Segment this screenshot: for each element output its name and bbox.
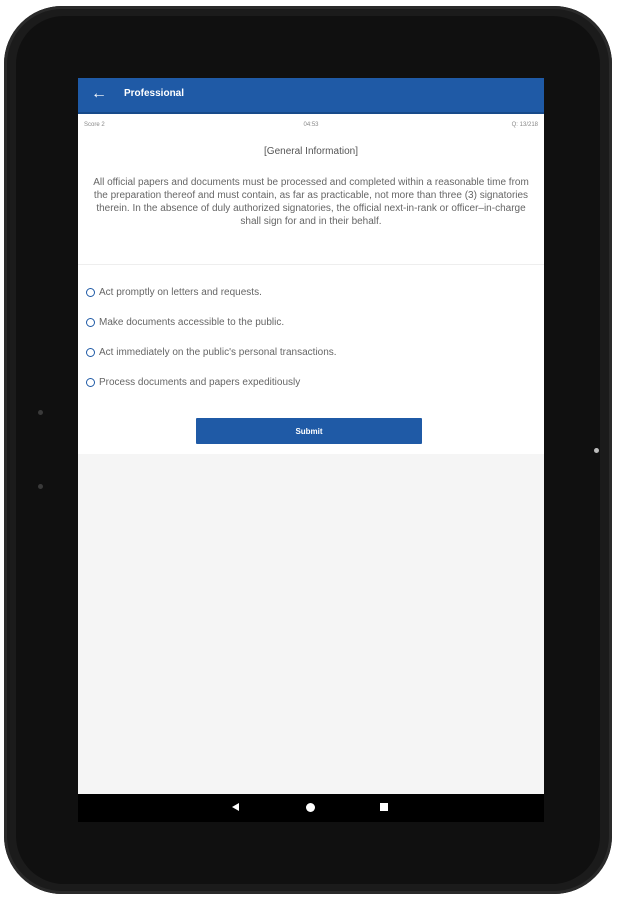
radio-unchecked-icon[interactable] xyxy=(86,288,95,297)
nav-recents-icon[interactable] xyxy=(380,803,388,811)
timer-label: 04:53 xyxy=(303,122,319,128)
nav-home-icon[interactable] xyxy=(306,803,315,812)
radio-unchecked-icon[interactable] xyxy=(86,348,95,357)
back-arrow-icon[interactable]: ← xyxy=(91,85,107,102)
camera-icon xyxy=(594,448,599,453)
divider xyxy=(78,264,544,265)
app-screen xyxy=(78,78,544,822)
sensor-dot xyxy=(38,410,43,415)
score-label: Score 2 xyxy=(84,122,105,128)
answer-option[interactable] xyxy=(86,314,284,330)
question-text: All official papers and documents must be processed and completed within a reasonable time from the preparation thereof and must contain, as far as practicable, not more than three (3) signatories therein. In the absence of duly authorized signatories, the official next-in-rank or officer–in-charge shall sign for and in their behalf. xyxy=(93,177,529,227)
radio-unchecked-icon[interactable] xyxy=(86,378,95,387)
question-counter: Q: 13/218 xyxy=(511,122,538,128)
question-card xyxy=(78,114,544,454)
answer-option[interactable] xyxy=(86,284,262,300)
system-nav-bar xyxy=(78,794,544,822)
answer-option[interactable] xyxy=(86,374,300,390)
answer-option-label: Make documents accessible to the public. xyxy=(99,316,285,328)
nav-back-icon[interactable] xyxy=(232,803,239,811)
question-category: [General Information] xyxy=(264,146,358,157)
sensor-dot xyxy=(38,484,43,489)
answer-option-label: Process documents and papers expeditiously xyxy=(99,376,301,388)
app-title: Professional xyxy=(124,88,185,99)
submit-button[interactable]: Submit xyxy=(196,418,422,444)
answer-option[interactable] xyxy=(86,344,337,360)
status-row xyxy=(78,122,544,132)
answer-option-label: Act promptly on letters and requests. xyxy=(99,286,262,298)
answer-option-label: Act immediately on the public's personal transactions. xyxy=(99,346,337,358)
radio-unchecked-icon[interactable] xyxy=(86,318,95,327)
app-bar xyxy=(78,78,544,114)
